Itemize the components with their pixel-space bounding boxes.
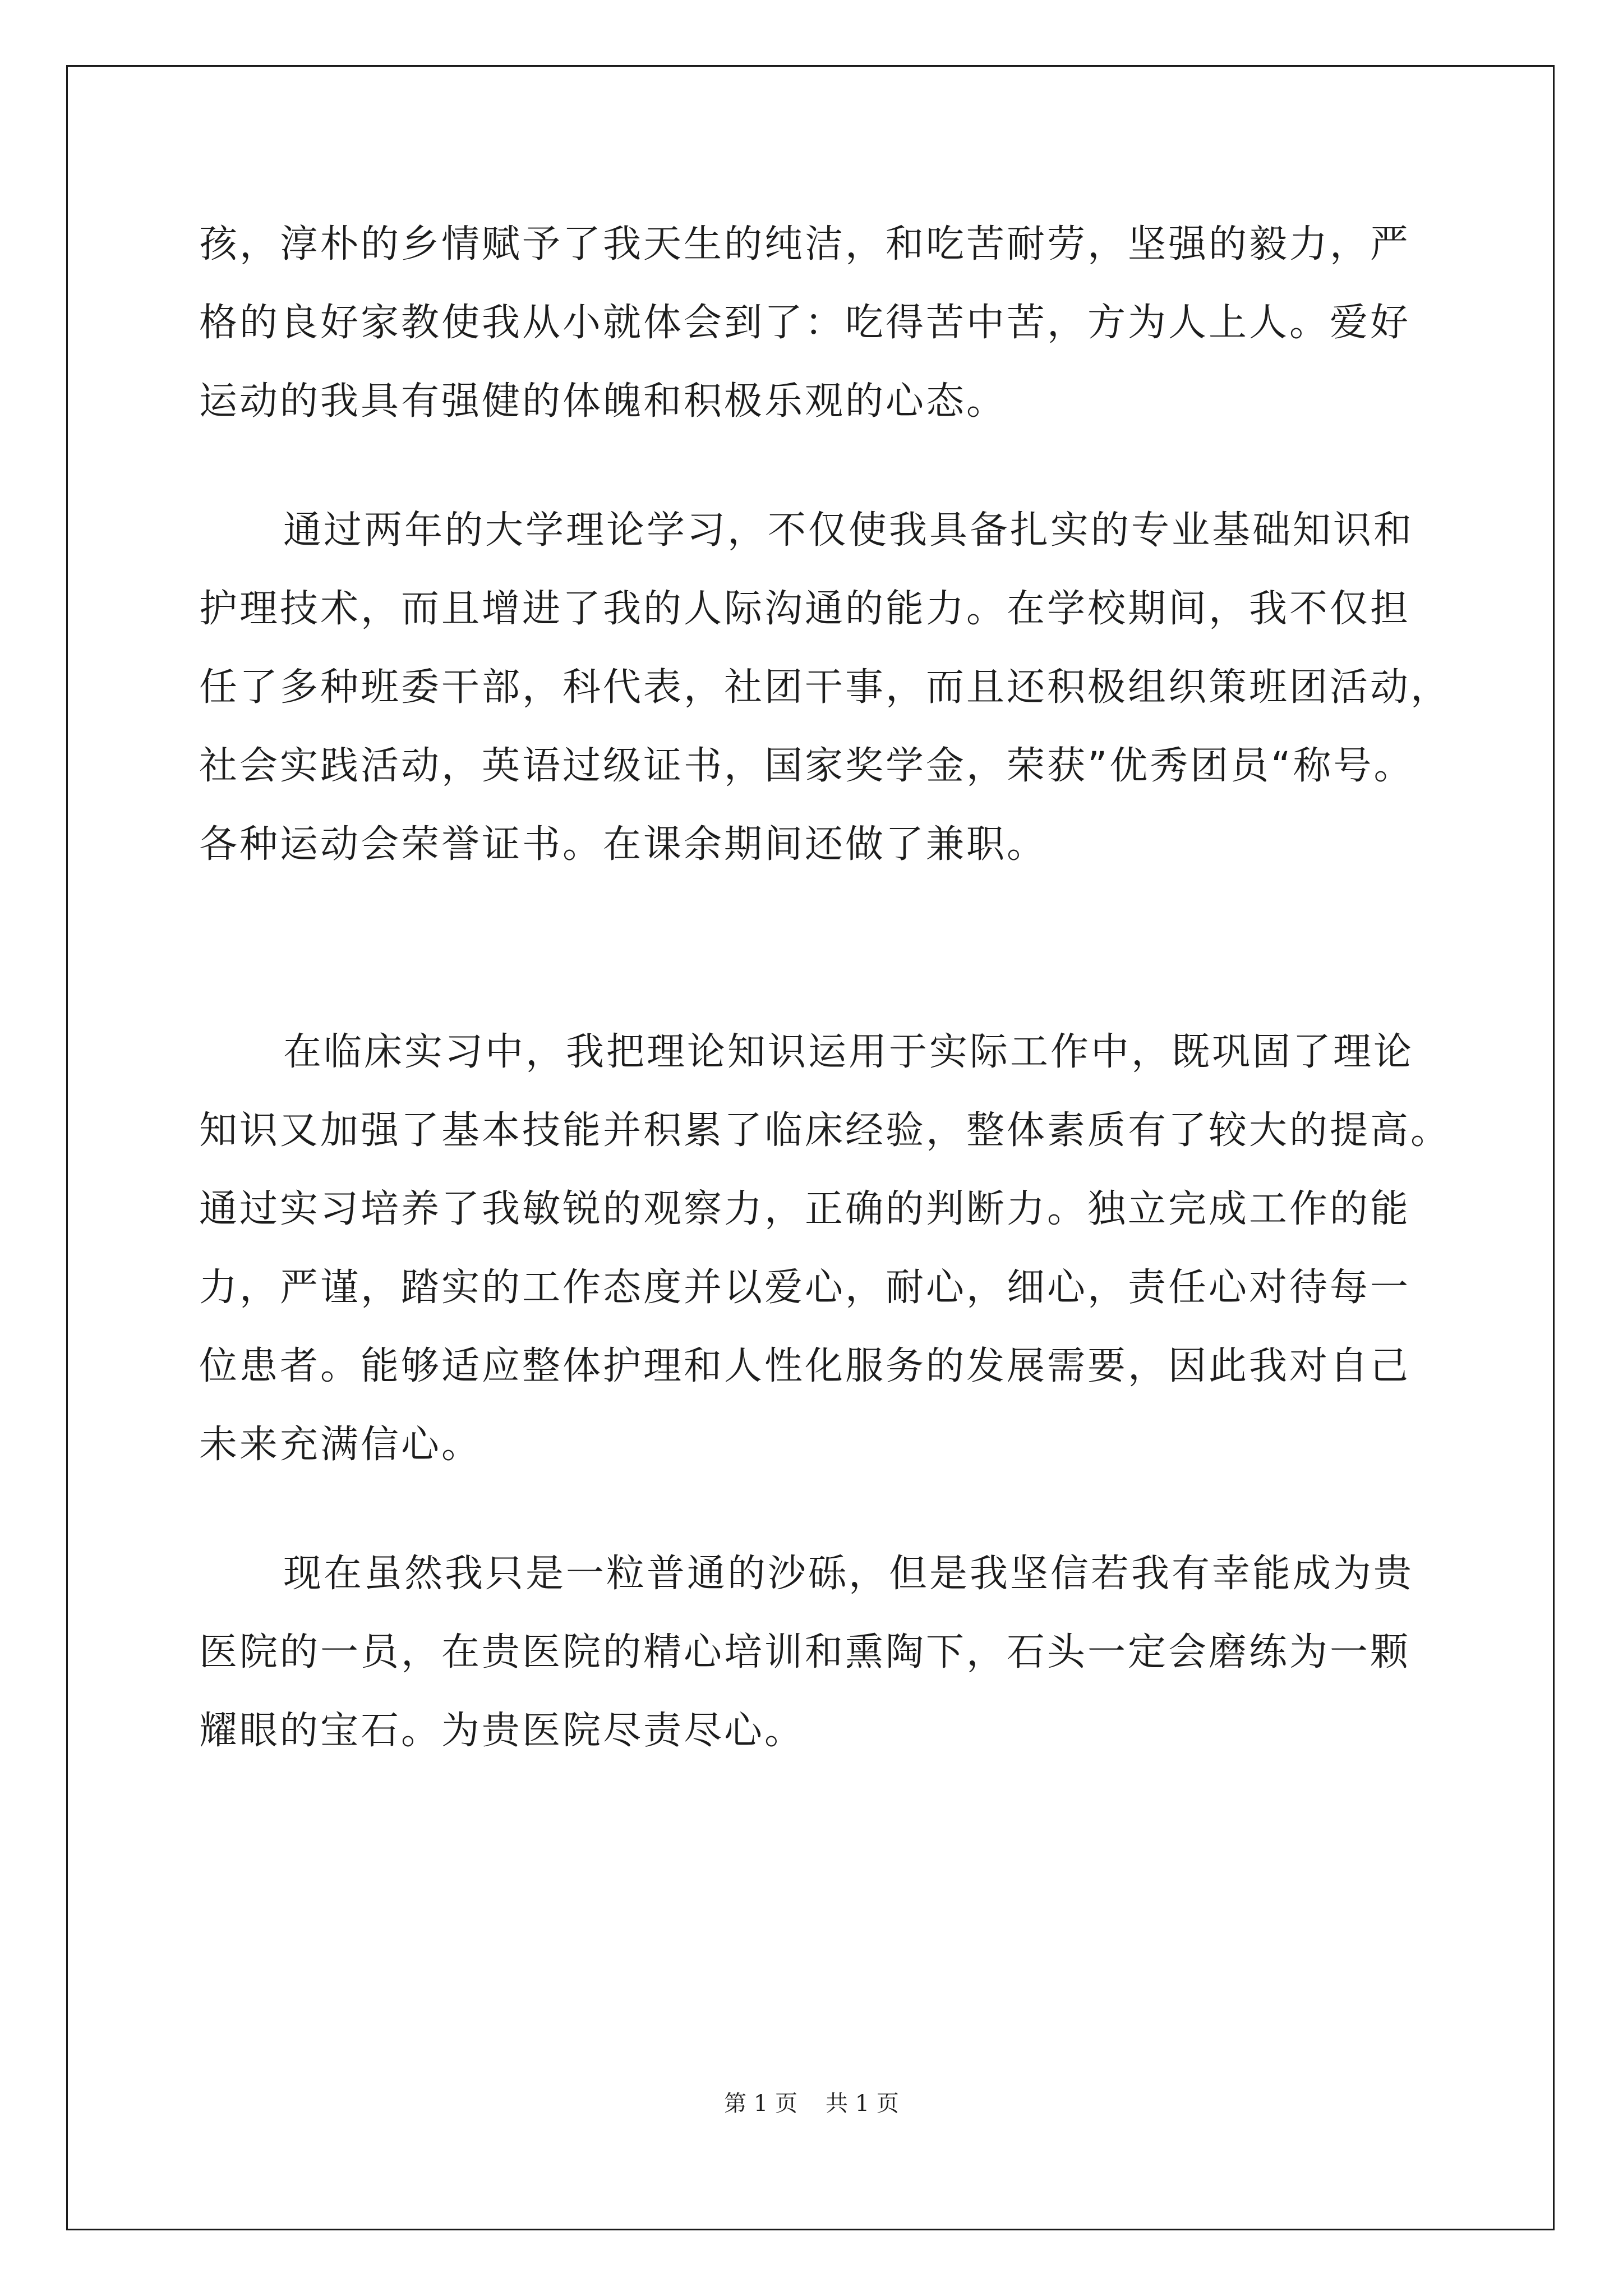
page-number-total: 共 1 页 — [826, 2091, 899, 2116]
paragraph-line: 力，严谨，踏实的工作态度并以爱心，耐心，细心，责任心对待每一 — [199, 1266, 1411, 1310]
paragraph-line: 医院的一员，在贵医院的精心培训和熏陶下，石头一定会磨练为一颗 — [199, 1630, 1411, 1674]
paragraph-line: 在临床实习中，我把理论知识运用于实际工作中，既巩固了理论 — [283, 1030, 1414, 1074]
page-number-current: 第 1 页 — [724, 2091, 797, 2116]
paragraph-line: 现在虽然我只是一粒普通的沙砾，但是我坚信若我有幸能成为贵 — [283, 1552, 1414, 1596]
paragraph-line: 位患者。能够适应整体护理和人性化服务的发展需要，因此我对自己 — [199, 1344, 1411, 1388]
paragraph-line: 各种运动会荣誉证书。在课余期间还做了兼职。 — [199, 822, 1048, 867]
paragraph-line: 耀眼的宝石。为贵医院尽责尽心。 — [199, 1709, 805, 1753]
paragraph-line: 通过两年的大学理论学习，不仅使我具备扎实的专业基础知识和 — [283, 508, 1414, 553]
paragraph-line: 知识又加强了基本技能并积累了临床经验，整体素质有了较大的提高。 — [199, 1108, 1451, 1153]
paragraph-line: 运动的我具有强健的体魄和积极乐观的心态。 — [199, 379, 1007, 424]
page-footer — [0, 2086, 1623, 2118]
paragraph-line — [199, 884, 1433, 963]
paragraph-line: 任了多种班委干部，科代表，社团干事，而且还积极组织策班团活动， — [199, 665, 1451, 710]
paragraph-line: 格的良好家教使我从小就体会到了：吃得苦中苦，方为人上人。爱好 — [199, 301, 1411, 345]
paragraph-line: 社会实践活动，英语过级证书，国家奖学金，荣获”优秀团员“称号。 — [199, 744, 1414, 788]
paragraph-line: 通过实习培养了我敏锐的观察力，正确的判断力。独立完成工作的能 — [199, 1187, 1411, 1231]
paragraph-line: 孩，淳朴的乡情赋予了我天生的纯洁，和吃苦耐劳，坚强的毅力，严 — [199, 222, 1411, 266]
paragraph-line: 护理技术，而且增进了我的人际沟通的能力。在学校期间，我不仅担 — [199, 587, 1411, 631]
paragraph-line: 未来充满信心。 — [199, 1423, 482, 1467]
